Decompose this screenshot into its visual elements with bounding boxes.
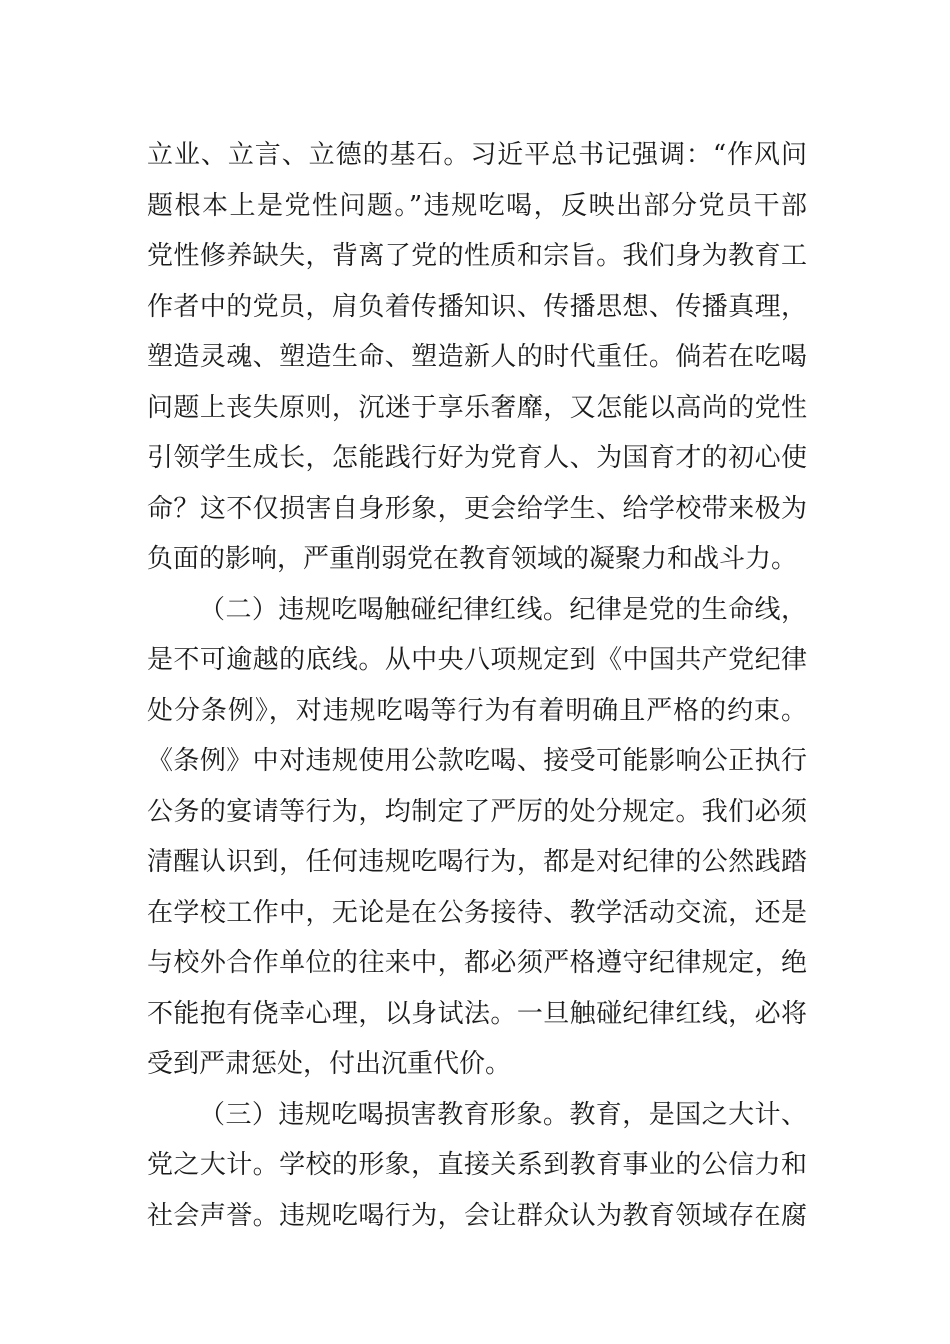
text-line: （三）违规吃喝损害教育形象。教育，是国之大计、 [199, 1099, 807, 1130]
text-line: 党之大计。学校的形象，直接关系到教育事业的公信力和 [147, 1150, 807, 1180]
text-line: 问题上丧失原则，沉迷于享乐奢靡，又怎能以高尚的党性 [147, 392, 807, 423]
text-line: 公务的宴请等行为，均制定了严厉的处分规定。我们必须 [147, 796, 807, 827]
text-line: 《条例》中对违规使用公款吃喝、接受可能影响公正执行 [147, 746, 807, 776]
text-line: 不能抱有侥幸心理，以身试法。一旦触碰纪律红线，必将 [147, 998, 807, 1029]
text-line: 塑造灵魂、塑造生命、塑造新人的时代重任。倘若在吃喝 [147, 342, 807, 372]
text-line: 负面的影响，严重削弱党在教育领域的凝聚力和战斗力。 [147, 544, 798, 574]
paragraph-2 [147, 585, 807, 1090]
text-line: 受到严肃惩处，付出沉重代价。 [147, 1049, 512, 1079]
text-line: 清醒认识到，任何违规吃喝行为，都是对纪律的公然践踏 [147, 847, 807, 877]
text-line: 题根本上是党性问题。”违规吃喝，反映出部分党员干部 [147, 190, 807, 221]
paragraph-3 [147, 1090, 807, 1242]
document-body [147, 130, 807, 1241]
text-line: 与校外合作单位的往来中，都必须严格遵守纪律规定，绝 [147, 948, 807, 978]
text-line: 立业、立言、立德的基石。习近平总书记强调：“作风问 [147, 140, 807, 170]
text-line: 作者中的党员，肩负着传播知识、传播思想、传播真理， [147, 291, 807, 322]
text-line: 党性修养缺失，背离了党的性质和宗旨。我们身为教育工 [147, 241, 807, 271]
text-line: 是不可逾越的底线。从中央八项规定到《中国共产党纪律 [147, 645, 807, 675]
text-line: 在学校工作中，无论是在公务接待、教学活动交流，还是 [147, 897, 807, 928]
text-line: 引领学生成长，怎能践行好为党育人、为国育才的初心使 [147, 443, 807, 473]
paragraph-1 [147, 130, 807, 585]
text-line: 命？这不仅损害自身形象，更会给学生、给学校带来极为 [147, 493, 807, 524]
text-line: （二）违规吃喝触碰纪律红线。纪律是党的生命线， [199, 594, 807, 625]
text-line: 处分条例》，对违规吃喝等行为有着明确且严格的约束。 [147, 695, 807, 726]
text-line: 社会声誉。违规吃喝行为，会让群众认为教育领域存在腐 [147, 1200, 807, 1231]
